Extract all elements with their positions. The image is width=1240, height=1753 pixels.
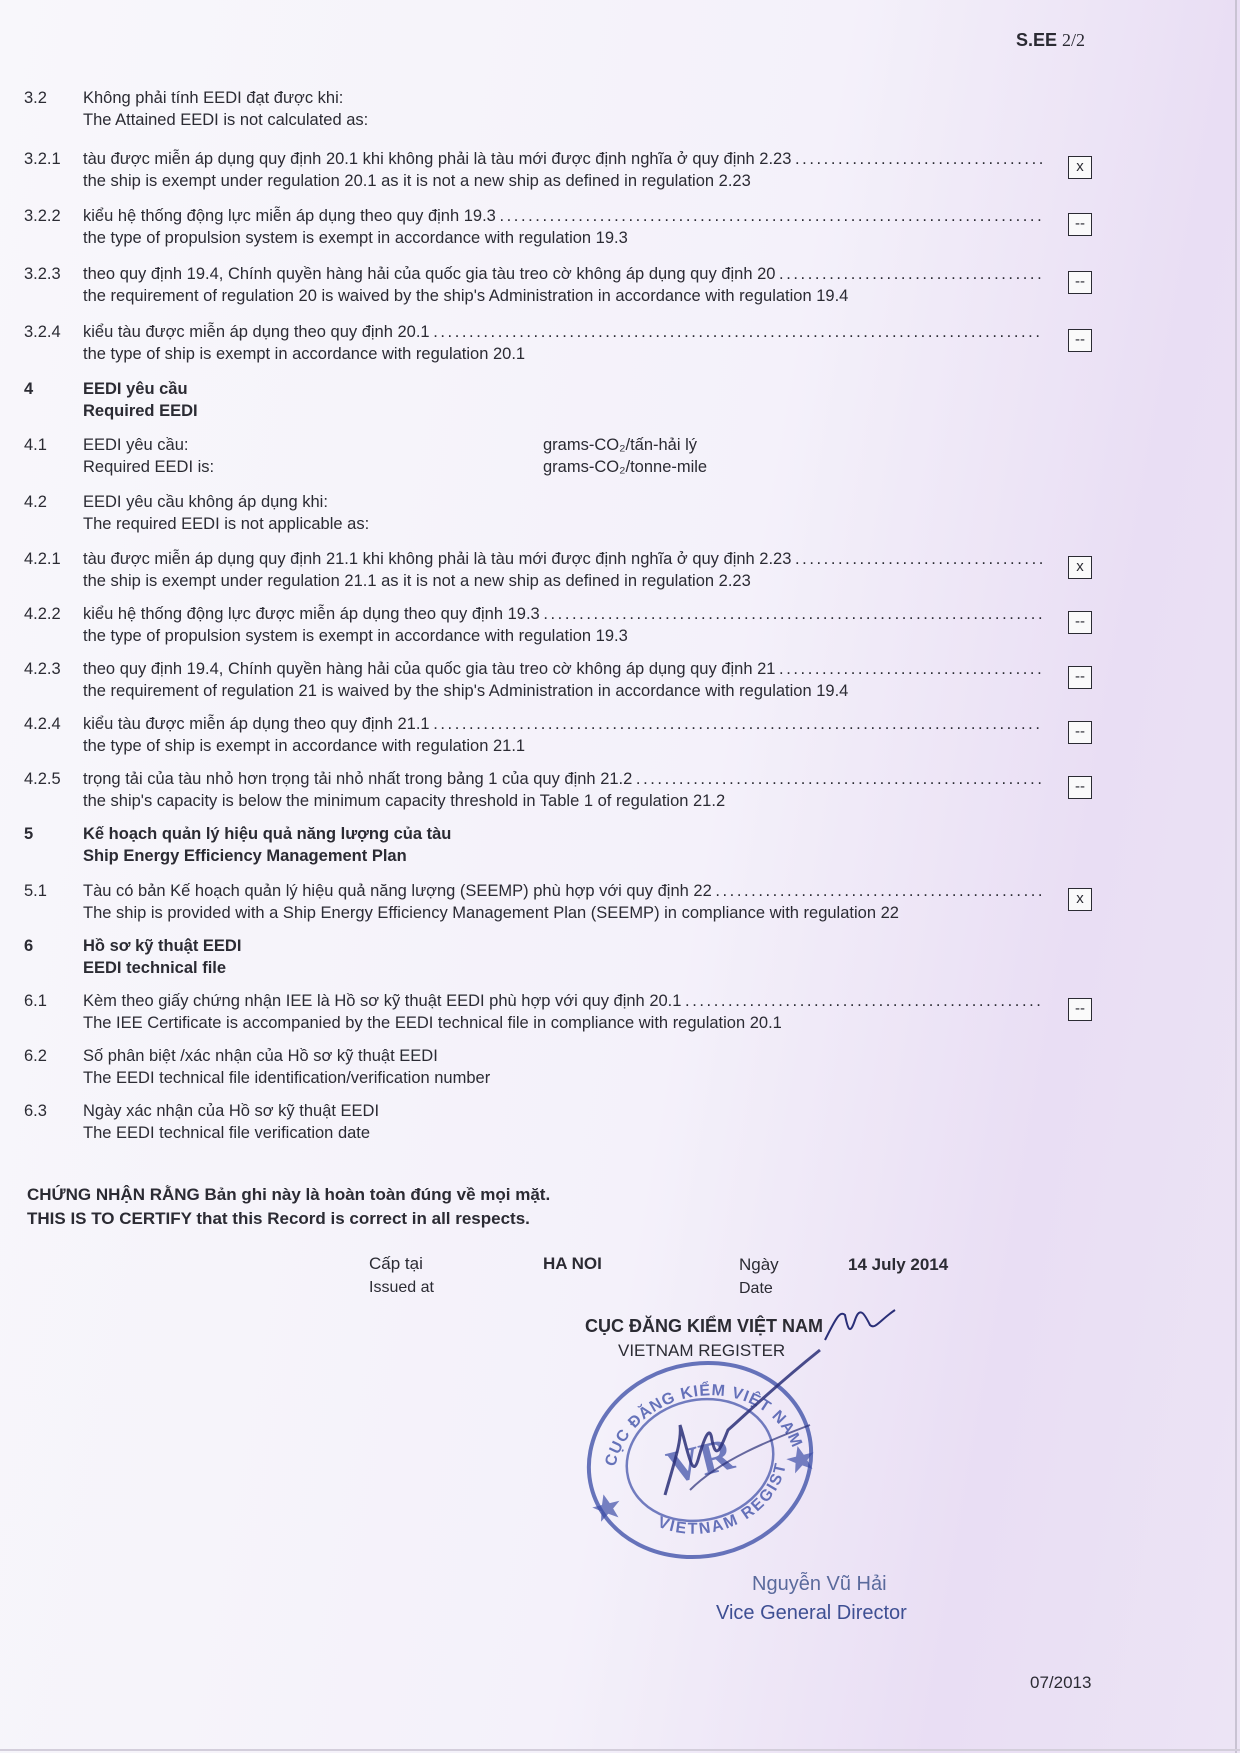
section-number: 5 [24, 825, 34, 843]
item-number: 3.2.3 [24, 265, 61, 283]
unit-en: grams-CO₂/tonne-mile [543, 458, 708, 476]
section-title-vi: Hồ sơ kỹ thuật EEDI [83, 937, 242, 955]
section-number: 6 [24, 937, 34, 955]
item-number: 3.2.2 [24, 207, 61, 225]
item-text-vi: EEDI yêu cầu không áp dụng khi: [83, 493, 328, 511]
certify-statement-en: THIS IS TO CERTIFY that this Record is correct in all respects. [27, 1209, 530, 1228]
item-text-en: the ship is exempt under regulation 20.1 as it is not a new ship as defined in regulation 2.23 [83, 172, 751, 190]
date-label-vi: Ngày [739, 1255, 779, 1274]
official-stamp-icon [570, 1330, 830, 1570]
item-number: 4.2.2 [24, 605, 61, 623]
form-code: 07/2013 [1030, 1673, 1092, 1692]
item-number: 3.2.4 [24, 323, 61, 341]
item-text-vi: trọng tải của tàu nhỏ hơn trọng tải nhỏ nhất trong bảng 1 của quy định 21.2 . . . [83, 768, 1042, 790]
item-text-en: the type of ship is exempt in accordance with regulation 20.1 [83, 345, 526, 363]
checkbox-3-2-2[interactable]: -- [1068, 213, 1092, 236]
stamp-center-text: VR [661, 1427, 739, 1494]
checkbox-4-2-1[interactable]: x [1068, 556, 1092, 579]
authority-name-vi: CỤC ĐĂNG KIỂM VIỆT NAM [585, 1316, 823, 1336]
item-number: 4.2.3 [24, 660, 61, 678]
checkbox-3-2-4[interactable]: -- [1068, 329, 1092, 352]
item-text-vi: theo quy định 19.4, Chính quyền hàng hải của quốc gia tàu treo cờ không áp dụng quy định 20 . . . [83, 263, 1042, 285]
item-number: 6.3 [24, 1102, 47, 1120]
item-number: 4.2.4 [24, 715, 61, 733]
item-text-en: The IEE Certificate is accompanied by the EEDI technical file in compliance with regulation 20.1 [83, 1014, 782, 1032]
page-count: 2/2 [1062, 30, 1086, 50]
stamp-text-top: CỤC ĐĂNG KIỂM VIỆT NAM [602, 1382, 806, 1469]
unit-vi: grams-CO₂/tấn-hải lý [543, 436, 698, 454]
item-text-vi: theo quy định 19.4, Chính quyền hàng hải của quốc gia tàu treo cờ không áp dụng quy định 21 . . . [83, 658, 1042, 680]
section-number: 4 [24, 380, 34, 398]
item-text-en: the type of propulsion system is exempt in accordance with regulation 19.3 [83, 627, 628, 645]
item-number: 4.2 [24, 493, 47, 511]
item-text-en: the requirement of regulation 20 is waived by the ship's Administration in accordance with regulation 19.4 [83, 287, 849, 305]
issue-date: 14 July 2014 [848, 1255, 949, 1274]
item-number: 6.2 [24, 1047, 47, 1065]
checkbox-4-2-2[interactable]: -- [1068, 611, 1092, 634]
section-title-en: Ship Energy Efficiency Management Plan [83, 847, 407, 865]
section-title-vi: Kế hoạch quản lý hiệu quả năng lượng của tàu [83, 825, 452, 843]
item-text-en: The required EEDI is not applicable as: [83, 515, 370, 533]
issue-place: HA NOI [543, 1254, 602, 1273]
item-text-en: the ship's capacity is below the minimum capacity threshold in Table 1 of regulation 21.2 [83, 792, 726, 810]
checkbox-4-2-5[interactable]: -- [1068, 776, 1092, 799]
item-text-vi: Kèm theo giấy chứng nhận IEE là Hồ sơ kỹ thuật EEDI phù hợp với quy định 20.1 . . . [83, 990, 1042, 1012]
section-title-en: EEDI technical file [83, 959, 227, 977]
item-number: 3.2.1 [24, 150, 61, 168]
item-text-en: the requirement of regulation 21 is waived by the ship's Administration in accordance with regulation 19.4 [83, 682, 849, 700]
item-text-vi: Ngày xác nhận của Hồ sơ kỹ thuật EEDI [83, 1102, 380, 1120]
item-text-vi: Tàu có bản Kế hoạch quản lý hiệu quả năng lượng (SEEMP) phù hợp với quy định 22 . . . [83, 880, 1042, 902]
item-text-vi: EEDI yêu cầu: [83, 436, 189, 454]
item-text-en: The EEDI technical file verification date [83, 1124, 371, 1142]
item-text-vi: Không phải tính EEDI đạt được khi: [83, 89, 344, 107]
page-code: S.EE [1016, 30, 1058, 50]
stamp-text-bottom: VIETNAM REGISTER [655, 1460, 791, 1538]
item-number: 3.2 [24, 89, 47, 107]
item-text-vi: kiểu tàu được miễn áp dụng theo quy định 21.1 . . . [83, 713, 1042, 735]
item-number: 4.2.1 [24, 550, 61, 568]
signer-title: Vice General Director [716, 1602, 907, 1624]
section-title-en: Required EEDI [83, 402, 198, 420]
checkbox-3-2-1[interactable]: x [1068, 156, 1092, 179]
checkbox-4-2-4[interactable]: -- [1068, 721, 1092, 744]
item-text-vi: tàu được miễn áp dụng quy định 20.1 khi không phải là tàu mới được định nghĩa ở quy định 2.23 . . . [83, 148, 1042, 170]
item-text-en: Required EEDI is: [83, 458, 215, 476]
item-text-en: the type of propulsion system is exempt in accordance with regulation 19.3 [83, 229, 628, 247]
issued-at-label-vi: Cấp tại [369, 1254, 423, 1273]
authority-name-en: VIETNAM REGISTER [618, 1341, 786, 1360]
item-number: 6.1 [24, 992, 47, 1010]
item-number: 4.2.5 [24, 770, 61, 788]
item-number: 4.1 [24, 436, 47, 454]
item-text-en: The EEDI technical file identification/verification number [83, 1069, 491, 1087]
date-label-en: Date [739, 1280, 773, 1297]
signer-name: Nguyễn Vũ Hải [752, 1573, 887, 1595]
certify-statement-vi: CHỨNG NHẬN RẰNG Bản ghi này là hoàn toàn đúng về mọi mặt. [27, 1185, 551, 1204]
item-text-vi: tàu được miễn áp dụng quy định 21.1 khi không phải là tàu mới được định nghĩa ở quy định 2.23 . . . [83, 548, 1042, 570]
item-text-en: the ship is exempt under regulation 21.1 as it is not a new ship as defined in regulation 2.23 [83, 572, 751, 590]
signature-flourish-icon [820, 1300, 900, 1350]
page-number [1016, 30, 1085, 51]
checkbox-5-1[interactable]: x [1068, 888, 1092, 911]
item-text-vi: Số phân biệt /xác nhận của Hồ sơ kỹ thuật EEDI [83, 1047, 438, 1065]
item-text-vi: kiểu hệ thống động lực miễn áp dụng theo quy định 19.3 . . . [83, 205, 1042, 227]
item-number: 5.1 [24, 882, 47, 900]
checkbox-4-2-3[interactable]: -- [1068, 666, 1092, 689]
item-text-en: The Attained EEDI is not calculated as: [83, 111, 369, 129]
checkbox-3-2-3[interactable]: -- [1068, 271, 1092, 294]
item-text-vi: kiểu hệ thống động lực được miễn áp dụng theo quy định 19.3 . . . [83, 603, 1042, 625]
item-text-vi: kiểu tàu được miễn áp dụng theo quy định 20.1 . . . [83, 321, 1042, 343]
section-title-vi: EEDI yêu cầu [83, 380, 188, 398]
checkbox-6-1[interactable]: -- [1068, 998, 1092, 1021]
issued-at-label-en: Issued at [369, 1279, 434, 1296]
item-text-en: The ship is provided with a Ship Energy Efficiency Management Plan (SEEMP) in compliance with regulation 22 [83, 904, 899, 922]
item-text-en: the type of ship is exempt in accordance with regulation 21.1 [83, 737, 526, 755]
